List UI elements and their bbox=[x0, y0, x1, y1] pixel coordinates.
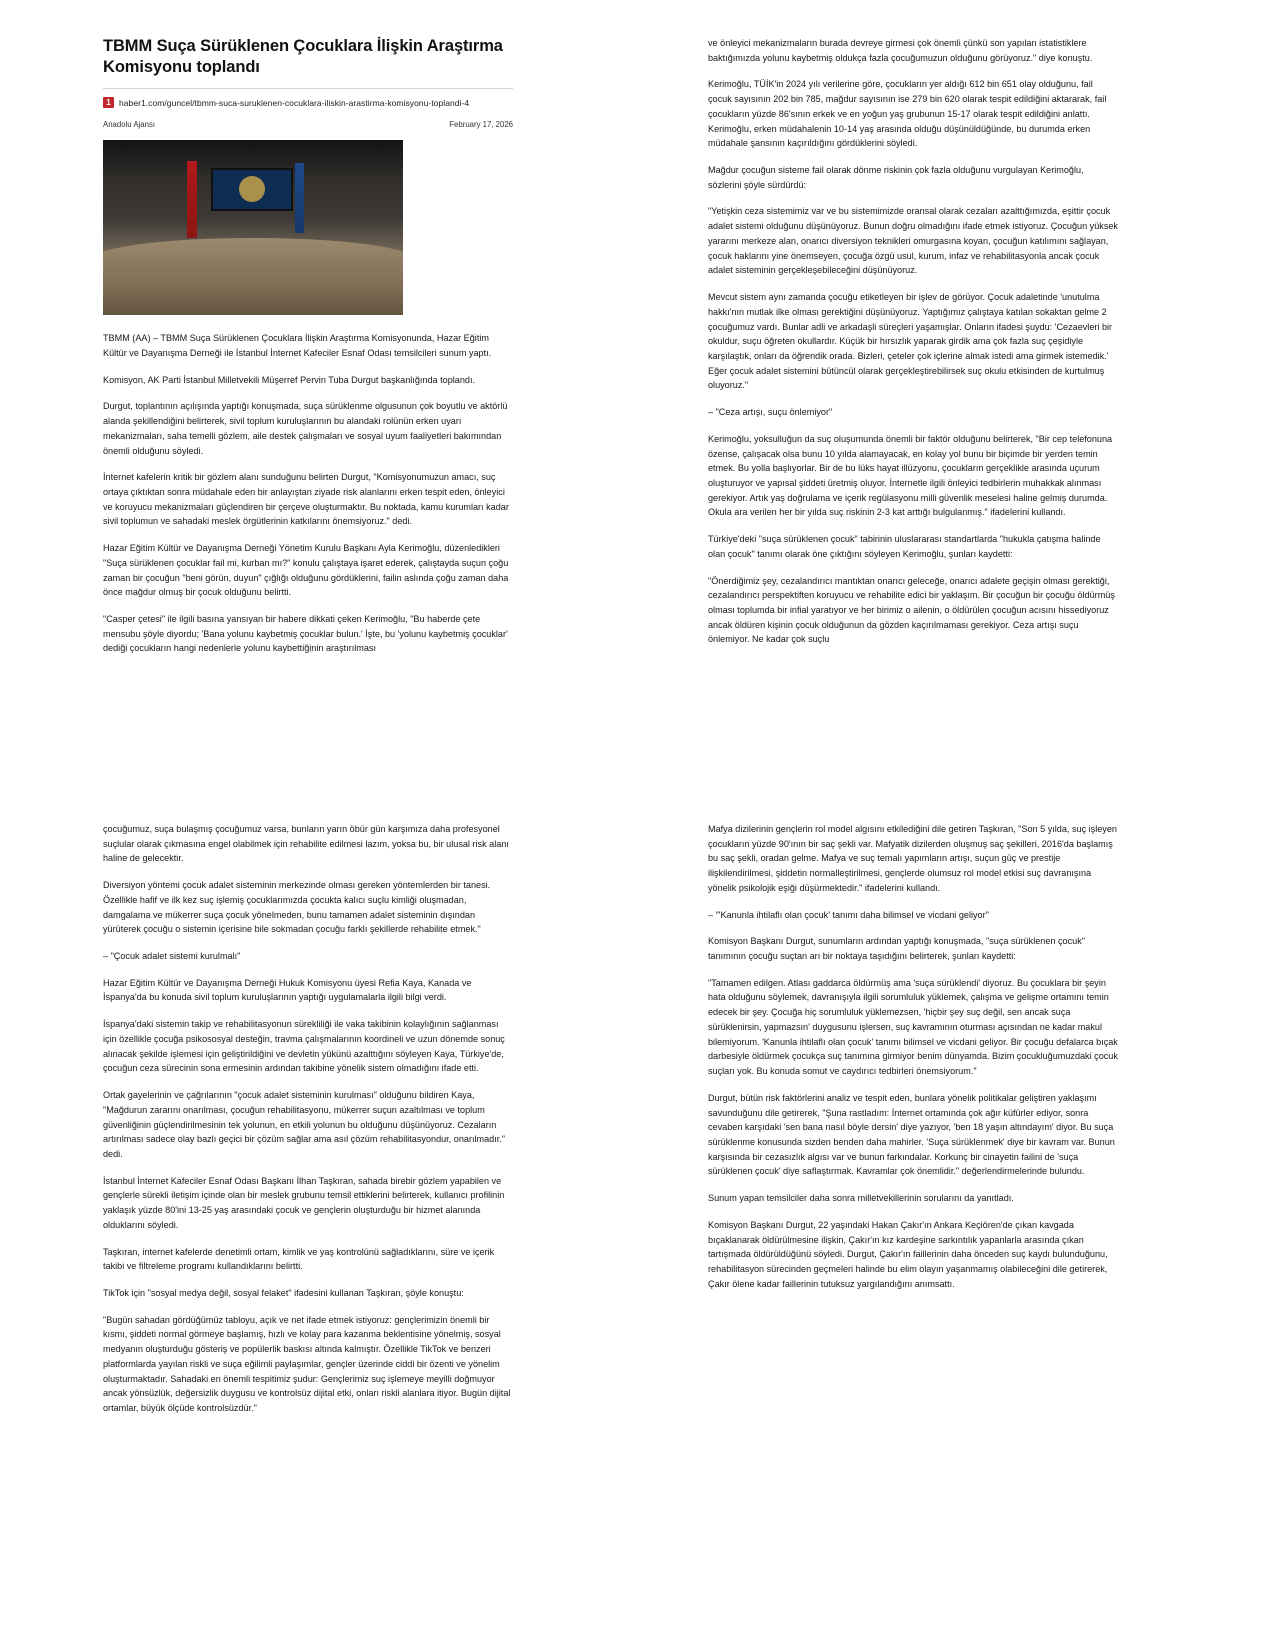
source-line bbox=[103, 97, 513, 108]
paragraph: İspanya'daki sistemin takip ve rehabilitasyonun sürekliliği ile vaka takibinin kolaylığının sağlanması için özellikle çocuğa psikososyal desteğin, travma çalışmalarının koordineli ve uzun dönemde sonuç alınacak şekilde işlemesi için geliştirildiğini ve devletin yükünü azalttığını söyleyen Kaya, Türkiye'de, çocuğun ceza sürecinin sona ermesinin ardından takibine yönelik sistem olmadığını ifade etti. bbox=[103, 1019, 505, 1074]
title-divider bbox=[103, 88, 513, 89]
column-left-top bbox=[103, 36, 513, 656]
column-right-top bbox=[708, 36, 1118, 647]
paragraph: Komisyon Başkanı Durgut, 22 yaşındaki Hakan Çakır'ın Ankara Keçiören'de çıkan kavgada bıçaklanarak öldürülmesine ilişkin, Çakır'ın kız kardeşine sarkıntılık yapanlarla arasında çıkan tartışmada öldürüldüğünü söyledi. Durgut, Çakır'ın faillerinin daha önceden suç kaydı bulunduğunu, rehabilitasyon sürecinden geçmeleri halinde bu elim olayın yaşanmamış olabileceğini dile getirerek, Çakır ölene kadar faillerinin tutuksuz yargılandığını anımsattı. bbox=[708, 1219, 1108, 1289]
paragraph: Mevcut sistem aynı zamanda çocuğu etiketleyen bir işlev de görüyor. Çocuk adaletinde 'unutulma hakkı'nın mutlak ilke olması gerektiğini düşünüyoruz. Yaptığımız çalıştaya katılan sokaktan gelme 2 çocuğumuz vardı. Bunlar adli ve arkadaşli süreçleri yaşamışlar. Onların ifadesi şuydu: 'Cezaevleri bir okuldur, suçu öğreten okullardır. Küçük bir hırsızlık yaparak girdik ama çok fazla suç çeşidiyle karşılaştık, onları da öğrendik orada. Bizleri, çeteler çok içlerine almak istedi ama girmek istemedik.' Eğer çocuk adalet sistemini bütüncül olarak gerçekleştirebilirsek suç okulu etkisinden de kurtulmuş oluyoruz." bbox=[708, 292, 1113, 391]
photo-image bbox=[103, 140, 403, 315]
subheading: – "'Kanunla ihtilaflı olan çocuk' tanımı daha bilimsel ve vicdani geliyor" bbox=[708, 909, 989, 920]
paragraph: çocuğumuz, suça bulaşmış çocuğumuz varsa, bunların yarın öbür gün karşımıza daha profesyonel suçlular olarak çıkmasına engel olabilmek için rehabilite edilmesi lazım, yoksa bu, bir ulusal risk alanı haline de gelecektir. bbox=[103, 824, 509, 864]
subheading: – "Ceza artışı, suçu önlemiyor" bbox=[708, 407, 833, 418]
paragraph: Ortak gayelerinin ve çağrılarının "çocuk adalet sisteminin kurulması" olduğunu bildiren Kaya, "Mağdurun zararını onarılması, çocuğun rehabilitasyonu, mükerrer suçun azaltılması ve toplum güvenliğinin güçlendirilmesinin tek yolunun, en etkili yolunun bu olduğunu düşünüyoruz. Cezaların artırılması sadece olay bazlı geçici bir çözüm sağlar ama asıl çözüm rehabilitasyondur, onarılmadır." dedi. bbox=[103, 1090, 506, 1159]
paragraph: İstanbul İnternet Kafeciler Esnaf Odası Başkanı İlhan Taşkıran, sahada birebir gözlem yapabilen ve gençlerle sürekli iletişim içinde olan bir meslek grubunu temsil ettiklerini belirterek, kullanıcı profilinin yaklaşık yüzde 80'ini 13-25 yaş arasındaki çocuk ve gençlerin oluşturduğu bir hizmet alanında olduklarını söyledi. bbox=[103, 1175, 505, 1230]
column-left-bottom bbox=[103, 822, 513, 1416]
paragraph: "Casper çetesi" ile ilgili basına yansıyan bir habere dikkati çeken Kerimoğlu, "Bu haberde çete mensubu şöyle diyordu; 'Bana yolunu kaybetmiş çocuklar bulun.' İşte, bu 'yolunu kaybetmiş çocuklar' dediği çocukların hangi nedenlerle yolunu kaybettiğinin araştırılması bbox=[103, 614, 508, 654]
paragraph: Diversiyon yöntemi çocuk adalet sisteminin merkezinde olması gereken yöntemlerden bir tanesi. Özellikle hafif ve ilk kez suç işlemiş çocuklarımızda çocukta kalıcı suçlu kimliği oluşmadan, damgalama ve mükerrer suça çocuk yönelmeden, bunu tamamen adalet sisteminin dışından yürüterek çocuğu o sistemin içerisine bile sokmadan çocuğu farklı şekillerde rehabilite etmek." bbox=[103, 880, 491, 935]
paragraph: Hazar Eğitim Kültür ve Dayanışma Derneği Yönetim Kurulu Başkanı Ayla Kerimoğlu, düzenledikleri "Suça sürüklenen çocuklar fail mi, kurban mı?" konulu çalıştaya işaret ederek, çalıştayda suçun çoğu zaman bir çocuğun "beni görün, duyun" çığlığı olduğunu gördüklerini, failin aslında çoğu zaman daha önce mağdur olmuş bir çocuk olduğunu belirtti. bbox=[103, 543, 509, 598]
paragraph: TBMM (AA) – TBMM Suça Sürüklenen Çocuklara İlişkin Araştırma Komisyonunda, Hazar Eğitim Kültür ve Dayanışma Derneği ile İstanbul İnternet Kafeciler Esnaf Odası temsilcileri sunum yaptı. bbox=[103, 333, 492, 358]
page-title: TBMM Suça Sürüklenen Çocuklara İlişkin Araştırma Komisyonu toplandı bbox=[103, 37, 503, 77]
paragraph: Komisyon Başkanı Durgut, sunumların ardından yaptığı konuşmada, "suça sürüklenen çocuk" tanımının çocuğu suçtan arı bir noktaya taşıdığını belirterek, şunları kaydetti: bbox=[708, 936, 1085, 962]
paragraph: Mafya dizilerinin gençlerin rol model algısını etkilediğini dile getiren Taşkıran, "Son 5 yılda, suç işleyen çocukların yüzde 90'ının bir saç şekli var. Mafyatik dizilerden oluşmuş saç şekilleri, 2016'da başlamış bu saç şekli, oradan gelme. Mafya ve suç temalı yapımların artışı, suçun güç ve prestije ilişkilendirilmesi, şiddetin normalleştirilmesi, gençlerde olumsuz rol model etkisi suç davranışına yönelik psikolojik eşiği düşürmektedir." ifadelerini kullandı. bbox=[708, 824, 1117, 893]
paragraph: ve önleyici mekanizmaların burada devreye girmesi çok önemli çünkü son yapılan istatistiklere baktığımızda yolunu kaybetmiş oldukça fazla çocuğumuzun olduğunu görüyoruz." diye konuştu. bbox=[708, 38, 1093, 63]
paragraph: Sunum yapan temsilciler daha sonra milletvekillerinin sorularını da yanıtladı. bbox=[708, 1193, 1014, 1204]
byline-row bbox=[103, 120, 513, 129]
paragraph: "Önerdiğimiz şey, cezalandırıcı mantıktan onarıcı geleceğe, onarıcı adalete geçişin olması gerektiği, cezalandırıcı perspektiften koruyucu ve rehabilite edici bir yaklaşım. Bir çocuğun bir çocuğu öldürmüş olması toplumda bir infial yaratıyor ve her birimiz o ailenin, o öldürülen çocuğun acısını hissediyoruz ancak öldüren kişinin çocuk olduğunun da gözden kaçırılmaması gerekiyor. Ceza artışı suçu önlemiyor. Ne kadar çok suçlu bbox=[708, 575, 1115, 645]
paragraph: Taşkıran, internet kafelerde denetimli ortam, kimlik ve yaş kontrolünü sağladıklarını, süre ve içerik takibi ve filtreleme programı kullandıklarını belirtti. bbox=[103, 1246, 495, 1272]
paragraph: Kerimoğlu, yoksulluğun da suç oluşumunda önemli bir faktör olduğunu belirterek, "Bir cep telefonuna özense, çalışacak olsa bunu 10 yılda alamayacak, en kolay yol bunu bir biçimde bir yerden temin etmek. Bu yolla başlıyorlar. Bir de bu lüks hayat illüzyonu, çocukların gerçeklikle arasında uçurum oluşturuyor ve yapısal şiddeti üretmiş oluyor. İnternetle ilgili önleyici tedbirlerin muhakkak alınması gerekiyor. Artık yaş doğrulama ve içerik regülasyonu milli güvenlik meselesi haline gelmiş durumda. Okula ara verilen her bir yılda suç riskinin 2-3 kat arttığı bulgulanmış." ifadelerini kullandı. bbox=[708, 433, 1113, 518]
article-photo bbox=[103, 140, 403, 315]
paragraph: Hazar Eğitim Kültür ve Dayanışma Derneği Hukuk Komisyonu üyesi Refia Kaya, Kanada ve İspanya'da bu konuda sivil toplum kuruluşlarının yaptığı uygulamalarla ilgili bilgi verdi. bbox=[103, 977, 472, 1003]
subheading: – "Çocuk adalet sistemi kurulmalı" bbox=[103, 951, 241, 962]
publish-date: February 17, 2026 bbox=[449, 120, 513, 130]
column-right-bottom bbox=[708, 822, 1118, 1291]
paragraph: İnternet kafelerin kritik bir gözlem alanı sunduğunu belirten Durgut, "Komisyonumuzun amacı, suç ortaya çıktıktan sonra müdahale eden bir anlayıştan ziyade risk alanlarını erken tespit eden, önleyici ve koruyucu mekanizmaları güçlendiren bir çerçeve oluşturmaktır. Bu noktada, kamu kurumları kadar sivil toplumun ve sahadaki meslek örgütlerinin katkılarını önemsiyoruz." dedi. bbox=[103, 472, 509, 527]
paragraph: Durgut, toplantının açılışında yaptığı konuşmada, suça sürüklenme olgusunun çok boyutlu ve aktörlü alanda şekillendiğini belirterek, sivil toplum kuruluşlarının bu alandaki rolünün erken uyarı mekanizmaları, saha temelli gözlem, aile destek çalışmaları ve sosyal uyum faaliyetleri bakımından önemli olduğunu söyledi. bbox=[103, 401, 508, 456]
paragraph: Kerimoğlu, TÜİK'in 2024 yılı verilerine göre, çocukların yer aldığı 612 bin 651 olay olduğunu, fail çocuk sayısının 202 bin 785, mağdur sayısının ise 279 bin 620 olarak tespit edildiğini aktararak, fail çocukların yüzde 86'sının erkek ve en yoğun yaş grubunun 15-17 olarak tespit edildiğini anlattı. Kerimoğlu, erken müdahalenin 10-14 yaş arasında olduğu düşünüldüğünde, bu durumda erken müdahale şansının kaçırıldığını gördüklerini söyledi. bbox=[708, 79, 1107, 149]
paragraph: Komisyon, AK Parti İstanbul Milletvekili Müşerref Pervin Tuba Durgut başkanlığında toplandı. bbox=[103, 374, 476, 385]
paragraph: "Bugün sahadan gördüğümüz tabloyu, açık ve net ifade etmek istiyoruz: gençlerimizin önemli bir kısmı, şiddeti normal görmeye başlamış, hızlı ve kolay para kazanma beklentisine yönelmiş, sosyal medyanın oluşturduğu gösteriş ve popülerlik baskısı altında kalmıştır. Özellikle TikTok ve benzeri platformlarda yayılan riskli ve suça eğilimli paylaşımlar, gençler üzerinde ciddi bir özenti ve yönelim oluşturmaktadır. Sahadaki en önemli tespitimiz şudur: Gençlerimiz suç işlemeye meyilli doğmuyor ancak yönsüzlük, değersizlik duygusu ve kontrolsüz dijital etki, onları riskli alanlara itiyor. Bugün dijital ortamlar, büyük ölçüde kontrolsüzdür." bbox=[103, 1314, 511, 1413]
paragraph: TikTok için "sosyal medya değil, sosyal felaket" ifadesini kullanan Taşkıran, şöyle konuştu: bbox=[103, 1287, 464, 1298]
paragraph: "Tamamen edilgen. Atlası gaddarca öldürmüş ama 'suça sürüklendi' diyoruz. Bu çocuklara bir şeyin hata olduğunu söylemek, davranışıyla ilgili sorumluluk yüklemek, çalışma ve gelişme ortamını temin edecek bir şey. Çocuğa hiç sorumluluk yüklemezsen, 'hiçbir şey suç değil, sen ancak suça sürüklenirsin, yapmazsın' duygusunu işlersen, suç kavramının oturması açısından ne kadar makul bilemiyorum. 'Kanunla ihtilaflı olan çocuk' tanımı bilimsel ve vicdani geliyor. Bir çocuğu defalarca bıçak darbesiyle öldürmek çocukça suç tanımına girmiyor benim dünyamda. Bizim çocukluğumuzdaki çocuk suçları yok. Bu konuda somut ve caydırıcı tedbirleri önemsiyorum." bbox=[708, 977, 1118, 1077]
paragraph: "Yetişkin ceza sistemimiz var ve bu sistemimizde oransal olarak cezaları azalttığımızda, eşittir çocuk adalet sistemi olduğunu düşünüyoruz. Bunun doğru olmadığını ifade etmek istiyoruz. Çocuğun yüksek yararını merkeze alan, onarıcı diversiyon teknikleri omurgasına koyan, çocuğun katılımını sağlayan, çocuk haklarını yine önemseyen, çocuğa özgü usul, kurum, infaz ve rehabilitasyonla ancak çocuk adalet sisteminin gerçekleşebileceğini düşünüyoruz. bbox=[708, 206, 1118, 276]
paragraph: Mağdur çocuğun sisteme fail olarak dönme riskinin çok fazla olduğunu vurgulayan Kerimoğlu, sözlerini şöyle sürdürdü: bbox=[708, 165, 1084, 190]
meeting-table bbox=[103, 238, 403, 315]
site-favicon-icon: 1 bbox=[103, 97, 114, 108]
source-url[interactable]: haber1.com/guncel/tbmm-suca-suruklenen-cocuklara-iliskin-arastirma-komisyonu-toplandi-4 bbox=[119, 97, 470, 108]
paragraph: Türkiye'deki "suça sürüklenen çocuk" tabirinin uluslararası standartlarda "hukukla çatışma halinde olan çocuk" tanımı olarak öne çıktığını söyleyen Kerimoğlu, şunları kaydetti: bbox=[708, 534, 1101, 559]
paragraph: Durgut, bütün risk faktörlerini analiz ve tespit eden, bunlara yönelik politikalar geliştiren yaklaşımı savunduğunu dile getirerek, "Şuna rastladım: İnternet ortamında çok ağır küfürler ediyor, sonra cevaben karşıdaki 'sen bana nasıl böyle dersin' diye yazıyor, 'ben 18 yaşın altındayım' diyor. Bu suça sürüklenme konusunda sizden benden daha mahirler. 'Suça sürüklenmek' diye bir kavram var. Bunun karşısında bir cezasızlık algısı var ve bunun farkındalar. Korkunç bir cinayetin failini de 'suça sürüklenen çocuk' diye saflaştırmak. Kavramlar çok önemlidir." değerlendirmelerinde bulundu. bbox=[708, 1092, 1115, 1177]
byline: Anadolu Ajansı bbox=[103, 120, 156, 130]
